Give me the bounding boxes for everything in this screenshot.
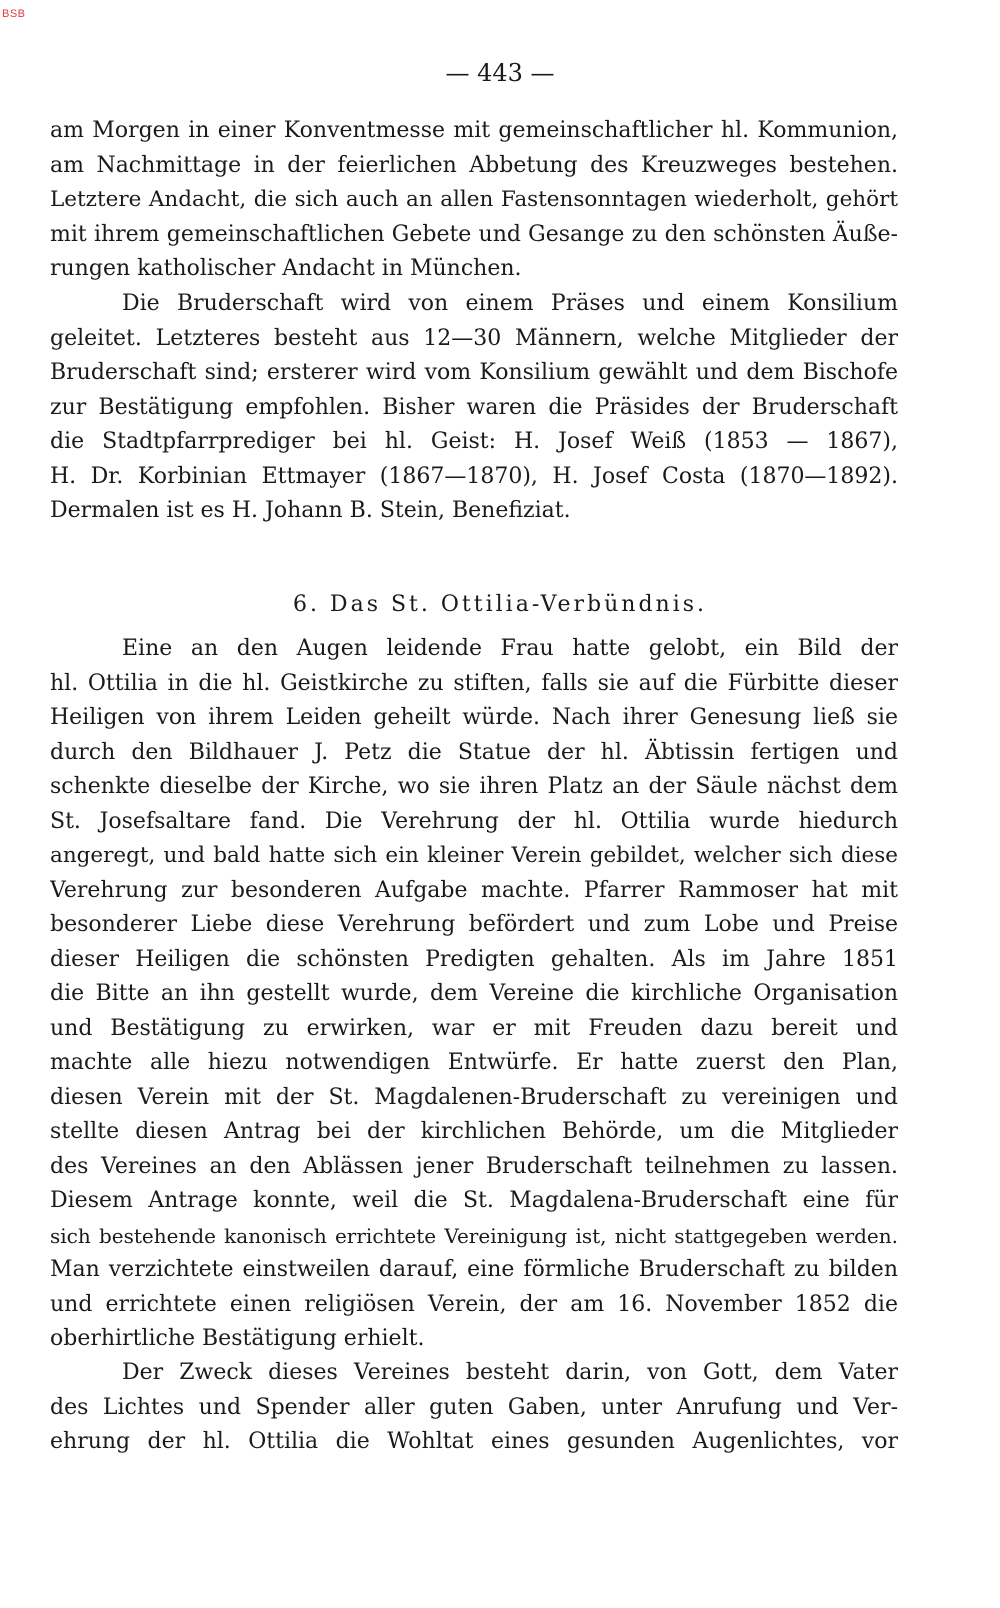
text-line: stellte diesen Antrag bei der kirchlichen Behörde, um die Mitglieder <box>50 1119 898 1144</box>
text-line: Dermalen ist es H. Johann B. Stein, Benefiziat. <box>50 498 571 523</box>
text-line: mit ihrem gemeinschaftlichen Gebete und Gesange zu den schönsten Äuße- <box>50 221 898 247</box>
text-line: Bruderschaft sind; ersterer wird vom Konsilium gewählt und dem Bischofe <box>50 360 898 385</box>
text-line: Man verzichtete einstweilen darauf, eine förmliche Bruderschaft zu bilden <box>50 1257 898 1282</box>
text-line: machte alle hiezu notwendigen Entwürfe. Er hatte zuerst den Plan, <box>50 1050 898 1075</box>
text-line: Letztere Andacht, die sich auch an allen Fastensonntagen wiederholt, gehört <box>50 187 898 212</box>
paragraph-1 <box>50 114 898 287</box>
text-line: am Morgen in einer Konventmesse mit gemeinschaftlicher hl. Kommunion, <box>50 118 898 143</box>
text-line: geleitet. Letzteres besteht aus 12—30 Männern, welche Mitglieder der <box>50 325 898 351</box>
paragraph-4 <box>50 1356 898 1460</box>
text-line: des Lichtes und Spender aller guten Gaben, unter Anrufung und Ver- <box>50 1394 898 1420</box>
text-line: schenkte dieselbe der Kirche, wo sie ihren Platz an der Säule nächst dem <box>50 774 898 799</box>
text-line: Verehrung zur besonderen Aufgabe machte. Pfarrer Rammoser hat mit <box>50 877 898 903</box>
text-line: Die Bruderschaft wird von einem Präses und einem Konsilium <box>122 291 898 316</box>
text-line: hl. Ottilia in die hl. Geistkirche zu stiften, falls sie auf die Fürbitte dieser <box>50 670 898 696</box>
text-line: Eine an den Augen leidende Frau hatte gelobt, ein Bild der <box>122 636 898 661</box>
text-line: Heiligen von ihrem Leiden geheilt würde. Nach ihrer Genesung ließ sie <box>50 705 898 730</box>
text-line: H. Dr. Korbinian Ettmayer (1867—1870), H. Josef Costa (1870—1892). <box>50 463 898 489</box>
text-line: zur Bestätigung empfohlen. Bisher waren die Präsides der Bruderschaft <box>50 394 898 420</box>
library-watermark: BSB <box>2 8 26 20</box>
text-line: ehrung der hl. Ottilia die Wohltat eines gesunden Augenlichtes, vor <box>50 1429 898 1454</box>
text-line: Diesem Antrage konnte, weil die St. Magdalena-Bruderschaft eine für <box>50 1188 898 1213</box>
text-line: Der Zweck dieses Vereines besteht darin, von Gott, dem Vater <box>122 1360 898 1385</box>
paragraph-3 <box>50 632 898 1357</box>
text-line: St. Josefsaltare fand. Die Verehrung der hl. Ottilia wurde hiedurch <box>50 808 898 834</box>
text-line: rungen katholischer Andacht in München. <box>50 256 522 281</box>
page-number: — 443 — <box>445 59 555 87</box>
text-line: oberhirtliche Bestätigung erhielt. <box>50 1326 425 1351</box>
text-line: des Vereines an den Ablässen jener Bruderschaft teilnehmen zu lassen. <box>50 1153 898 1179</box>
text-line: und errichtete einen religiösen Verein, der am 16. November 1852 die <box>50 1291 898 1317</box>
text-line: die Bitte an ihn gestellt wurde, dem Vereine die kirchliche Organisation <box>50 981 898 1006</box>
section-heading: 6. Das St. Ottilia-Verbündnis. <box>292 592 708 617</box>
text-line: besonderer Liebe diese Verehrung befördert und zum Lobe und Preise <box>50 912 898 937</box>
text-line: dieser Heiligen die schönsten Predigten gehalten. Als im Jahre 1851 <box>50 946 898 972</box>
text-line: durch den Bildhauer J. Petz die Statue der hl. Äbtissin fertigen und <box>50 739 898 765</box>
text-line: angeregt, und bald hatte sich ein kleiner Verein gebildet, welcher sich diese <box>50 843 898 868</box>
text-line: und Bestätigung zu erwirken, war er mit Freuden dazu bereit und <box>50 1015 898 1041</box>
text-line: sich bestehende kanonisch errichtete Vereinigung ist, nicht stattgegeben werden. <box>50 1223 898 1248</box>
text-line: am Nachmittage in der feierlichen Abbetung des Kreuzweges bestehen. <box>50 152 898 178</box>
text-line: die Stadtpfarrprediger bei hl. Geist: H. Josef Weiß (1853 — 1867), <box>50 429 898 454</box>
text-line: diesen Verein mit der St. Magdalenen-Bruderschaft zu vereinigen und <box>50 1084 898 1110</box>
paragraph-2 <box>50 287 898 529</box>
